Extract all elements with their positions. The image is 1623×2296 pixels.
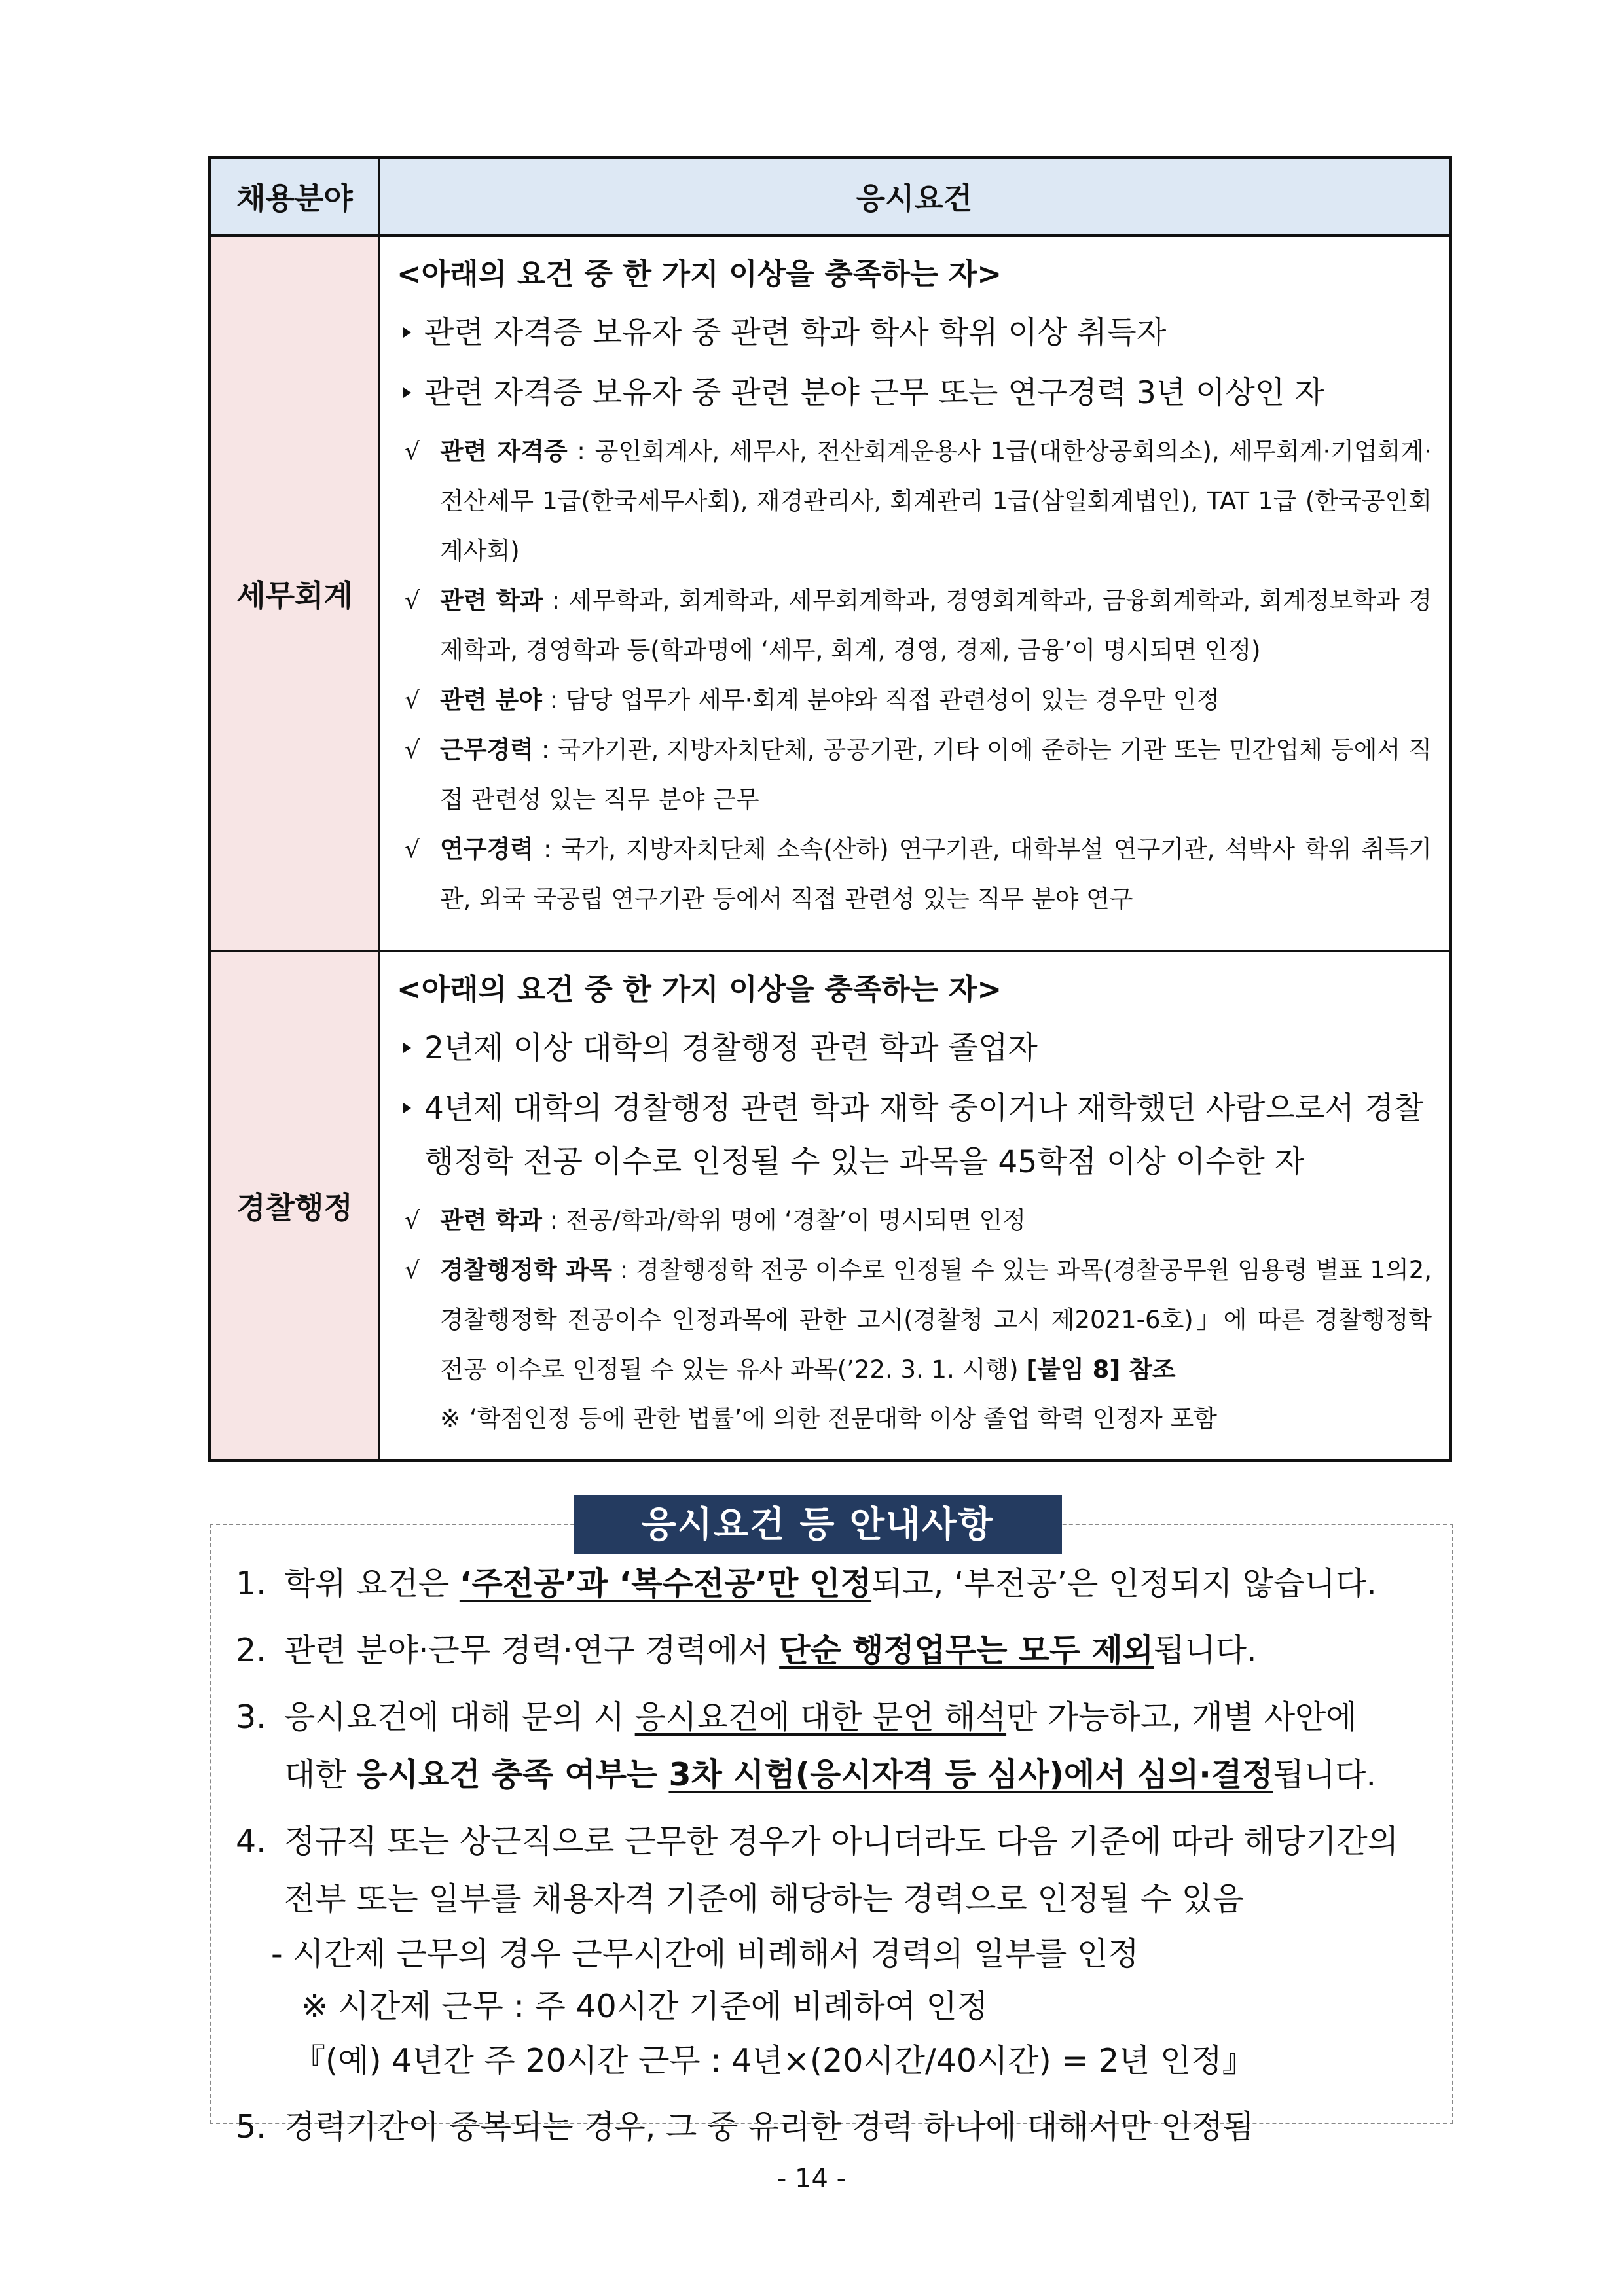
check-mark-icon: √: [405, 835, 420, 863]
table-row-police-admin: [210, 952, 1451, 1461]
check-label: 관련 학과: [440, 1206, 542, 1234]
table-header-row: [210, 158, 1451, 236]
check-text: : 담당 업무가 세무·회계 분야와 직접 관련성이 있는 경우만 인정: [541, 686, 1220, 714]
item-number: 2.: [236, 1632, 266, 1669]
check-text: : 세무학과, 회계학과, 세무회계학과, 경영회계학과, 금융회계학과, 회계정보학과 경제학과, 경영학과 등(학과명에 ‘세무, 회계, 경영, 경제, 금융’이 명시되면 인정): [440, 586, 1432, 664]
check-item: [397, 1196, 1432, 1246]
check-mark-icon: √: [405, 736, 420, 764]
note-mark-icon: ※: [440, 1405, 461, 1433]
check-mark-icon: √: [405, 686, 420, 714]
item-text: 관련 분야·근무 경력·연구 경력에서: [284, 1632, 780, 1669]
check-text: : 공인회계사, 세무사, 전산회계운용사 1급(대한상공회의소), 세무회계·기업회계·전산세무 1급(한국세무사회), 재경관리사, 회계관리 1급(삼일회계법인), TAT 1급 (한국공인회계사회): [440, 437, 1432, 565]
notice-item-3: [236, 1689, 1440, 1804]
check-item: [397, 576, 1432, 675]
note-item: [397, 1395, 1432, 1443]
item-subpoint: - 시간제 근무의 경우 근무시간에 비례해서 경력의 일부를 인정: [271, 1935, 1139, 1973]
item-number: 3.: [236, 1698, 266, 1736]
notice-item-2: [236, 1622, 1440, 1679]
attachment-reference: [붙임 8] 참조: [1026, 1355, 1176, 1384]
requirements-table: [208, 156, 1452, 1462]
check-label: 관련 자격증: [440, 437, 568, 465]
item-subnote: ※ 시간제 근무 : 주 40시간 기준에 비례하여 인정: [301, 1988, 989, 2025]
notice-item-5: [236, 2098, 1440, 2156]
check-item: [397, 725, 1432, 825]
item-number: 5.: [236, 2108, 266, 2145]
table-row-tax-accounting: [210, 236, 1451, 952]
check-text: : 국가기관, 지방자치단체, 공공기관, 기타 이에 준하는 기관 또는 민간업체 등에서 직접 관련성 있는 직무 분야 근무: [440, 736, 1432, 814]
item-underline: 응시요건에 대한 문언 해석: [634, 1698, 1007, 1736]
item-text: 만 가능하고, 개별 사안에: [1006, 1698, 1357, 1736]
item-example: 『(예) 4년간 주 20시간 근무 : 4년×(20시간/40시간) = 2년 인정』: [293, 2042, 1254, 2079]
requirements-cell: [379, 952, 1451, 1461]
check-item: [397, 1246, 1432, 1395]
bullet-item: 2년제 이상 대학의 경찰행정 관련 학과 졸업자: [397, 1022, 1432, 1075]
check-label: 경찰행정학 과목: [440, 1256, 613, 1284]
item-number: 1.: [236, 1565, 266, 1602]
check-text: : 국가, 지방자치단체 소속(산하) 연구기관, 대학부설 연구기관, 석박사 학위 취득기관, 외국 국공립 연구기관 등에서 직접 관련성 있는 직무 분야 연구: [440, 835, 1432, 913]
check-mark-icon: √: [405, 1206, 420, 1234]
bullet-item: 관련 자격증 보유자 중 관련 분야 근무 또는 연구경력 3년 이상인 자: [397, 367, 1432, 420]
item-text: 학위 요건은: [284, 1565, 460, 1602]
notice-list: [236, 1555, 1440, 2165]
notice-item-1: [236, 1555, 1440, 1613]
check-label: 관련 분야: [440, 686, 542, 714]
check-mark-icon: √: [405, 586, 420, 615]
field-police-admin: 경찰행정: [210, 952, 379, 1461]
check-label: 근무경력: [440, 736, 534, 764]
bullet-item: 4년제 대학의 경찰행정 관련 학과 재학 중이거나 재학했던 사람으로서 경찰행정학 전공 이수로 인정될 수 있는 과목을 45학점 이상 이수한 자: [397, 1082, 1432, 1189]
check-mark-icon: √: [405, 437, 420, 465]
check-mark-icon: √: [405, 1256, 420, 1284]
check-item: [397, 825, 1432, 924]
item-text: 정규직 또는 상근직으로 근무한 경우가 아니더라도 다음 기준에 따라 해당기간의: [284, 1823, 1399, 1860]
criteria-heading: <아래의 요건 중 한 가지 이상을 충족하는 자>: [397, 972, 1002, 1007]
field-tax-accounting: 세무회계: [210, 236, 379, 952]
check-label: 연구경력: [440, 835, 534, 863]
item-text: 되고, ‘부전공’은 인정되지 않습니다.: [871, 1565, 1377, 1602]
notice-item-4: [236, 1813, 1440, 2089]
item-emphasis: 3차 시험(응시자격 등 심사)에서 심의·결정: [668, 1756, 1273, 1793]
item-emphasis: 단순 행정업무는 모두 제외: [779, 1632, 1154, 1669]
bullet-item: 관련 자격증 보유자 중 관련 학과 학사 학위 이상 취득자: [397, 306, 1432, 360]
header-field: 채용분야: [210, 158, 379, 236]
item-text: 됩니다.: [1154, 1632, 1257, 1669]
page-number: - 14 -: [776, 2164, 847, 2194]
item-text: 대한: [284, 1756, 357, 1793]
item-number: 4.: [236, 1823, 266, 1860]
item-text: 됩니다.: [1273, 1756, 1377, 1793]
check-text: : 전공/학과/학위 명에 ‘경찰’이 명시되면 인정: [541, 1206, 1026, 1234]
item-bold: 응시요건 충족 여부는: [356, 1756, 669, 1793]
item-text: 경력기간이 중복되는 경우, 그 중 유리한 경력 하나에 대해서만 인정됨: [284, 2108, 1254, 2145]
check-text: : 경찰행정학 전공 이수로 인정될 수 있는 과목(경찰공무원 임용령 별표 1의2, 경찰행정학 전공이수 인정과목에 관한 고시(경찰청 고시 제2021-6호)」에 따른 경찰행정학 전공 이수로 인정될 수 있는 유사 과목(’22. 3. 1. 시행): [440, 1256, 1432, 1384]
check-item: [397, 427, 1432, 576]
item-text: 전부 또는 일부를 채용자격 기준에 해당하는 경력으로 인정될 수 있음: [284, 1880, 1244, 1918]
item-text: 응시요건에 대해 문의 시: [284, 1698, 635, 1736]
header-requirements: 응시요건: [379, 158, 1451, 236]
requirements-cell: [379, 236, 1451, 952]
check-item: [397, 675, 1432, 725]
check-label: 관련 학과: [440, 586, 543, 615]
notice-title: 응시요건 등 안내사항: [574, 1495, 1062, 1554]
criteria-heading: <아래의 요건 중 한 가지 이상을 충족하는 자>: [397, 257, 1002, 291]
note-text: ‘학점인정 등에 관한 법률’에 의한 전문대학 이상 졸업 학력 인정자 포함: [469, 1405, 1217, 1433]
item-emphasis: ‘주전공’과 ‘복수전공’만 인정: [459, 1565, 872, 1602]
